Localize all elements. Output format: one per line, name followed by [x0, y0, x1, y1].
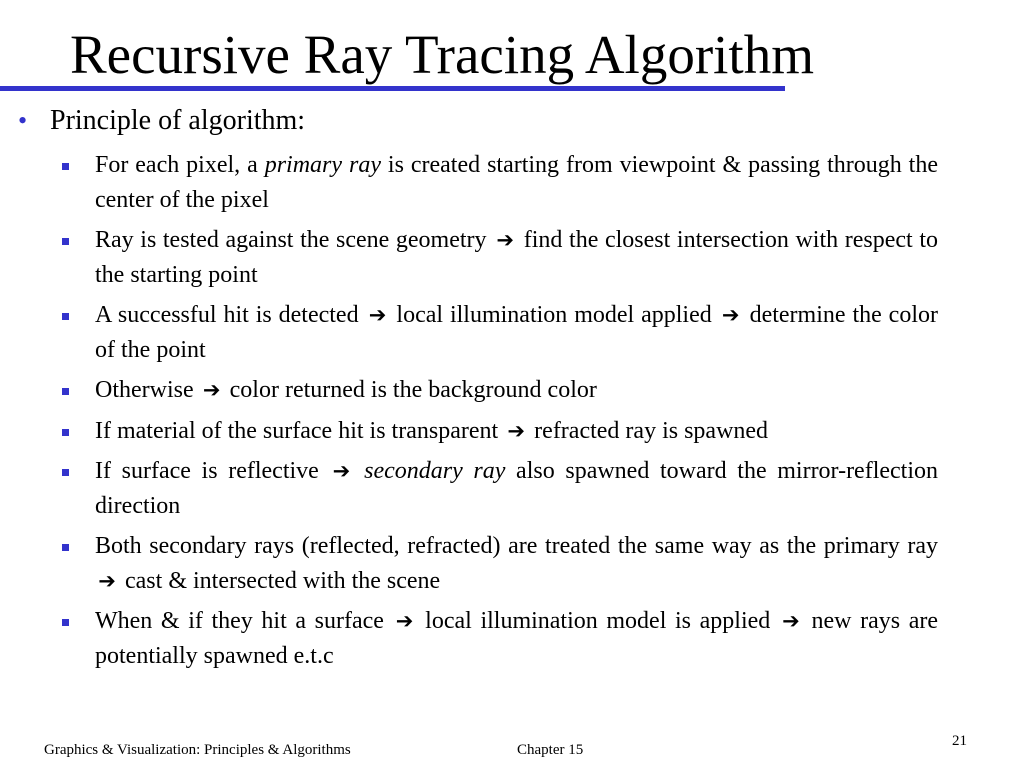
square-bullet-icon — [62, 163, 69, 170]
square-bullet-icon — [62, 469, 69, 476]
item-text: local illumination model is applied — [416, 608, 779, 634]
sub-bullet-item — [58, 373, 938, 408]
sub-bullet-list — [58, 148, 938, 679]
sub-bullet-item — [58, 223, 938, 292]
arrow-right-icon: ➔ — [721, 303, 740, 327]
item-text: Ray is tested against the scene geometry — [95, 227, 494, 253]
arrow-right-icon: ➔ — [202, 378, 221, 402]
item-text: new rays are potentially spawned e.t.c — [95, 608, 939, 669]
arrow-right-icon: ➔ — [496, 228, 514, 252]
item-text: A successful hit is detected — [95, 302, 366, 328]
item-text: color returned is the background color — [223, 377, 597, 403]
item-text: If material of the surface hit is transparent — [95, 417, 505, 444]
square-bullet-icon — [62, 388, 69, 395]
arrow-right-icon: ➔ — [98, 568, 116, 593]
item-text: When & if they hit a surface — [95, 608, 393, 634]
main-bullet-text: Principle of algorithm: — [50, 105, 306, 136]
footer-book-title: Graphics & Visualization: Principles & Algorithms — [44, 742, 351, 758]
item-text: Otherwise — [95, 377, 200, 403]
item-text: Both secondary rays (reflected, refracted) are treated the same way as the primary ray — [95, 533, 938, 559]
arrow-right-icon: ➔ — [395, 609, 414, 633]
square-bullet-icon — [62, 619, 69, 626]
square-bullet-icon — [62, 544, 69, 551]
item-term: primary ray — [264, 152, 381, 178]
item-text: is created starting from viewpoint & passing through the center of the pixel — [95, 152, 938, 213]
arrow-right-icon: ➔ — [507, 418, 525, 443]
item-text: find the closest intersection with respect to the starting point — [95, 227, 938, 288]
item-text: For each pixel, a — [95, 152, 265, 178]
sub-bullet-item — [58, 148, 938, 217]
sub-bullet-item — [58, 414, 938, 449]
square-bullet-icon — [62, 429, 69, 436]
arrow-right-icon: ➔ — [782, 609, 800, 633]
sub-bullet-item — [58, 604, 938, 673]
arrow-right-icon: ➔ — [332, 459, 351, 483]
item-text: also spawned toward the mirror-reflection direction — [95, 458, 939, 519]
page-number: 21 — [952, 733, 967, 749]
sub-bullet-item — [58, 298, 938, 367]
item-text: cast & intersected with the scene — [119, 567, 441, 594]
item-text: determine the color of the point — [95, 302, 938, 363]
arrow-right-icon: ➔ — [368, 303, 387, 327]
square-bullet-icon — [62, 313, 69, 320]
square-bullet-icon — [62, 238, 69, 245]
item-text: If surface is reflective — [95, 458, 330, 484]
slide-title: Recursive Ray Tracing Algorithm — [70, 24, 814, 85]
item-term: secondary ray — [364, 458, 506, 484]
title-underline — [0, 86, 785, 91]
item-text: refracted ray is spawned — [528, 417, 769, 444]
footer-chapter: Chapter 15 — [517, 742, 584, 758]
bullet-dot-icon: • — [18, 106, 28, 135]
item-text: local illumination model applied — [389, 302, 719, 328]
sub-bullet-item — [58, 454, 938, 523]
sub-bullet-item — [58, 529, 938, 598]
